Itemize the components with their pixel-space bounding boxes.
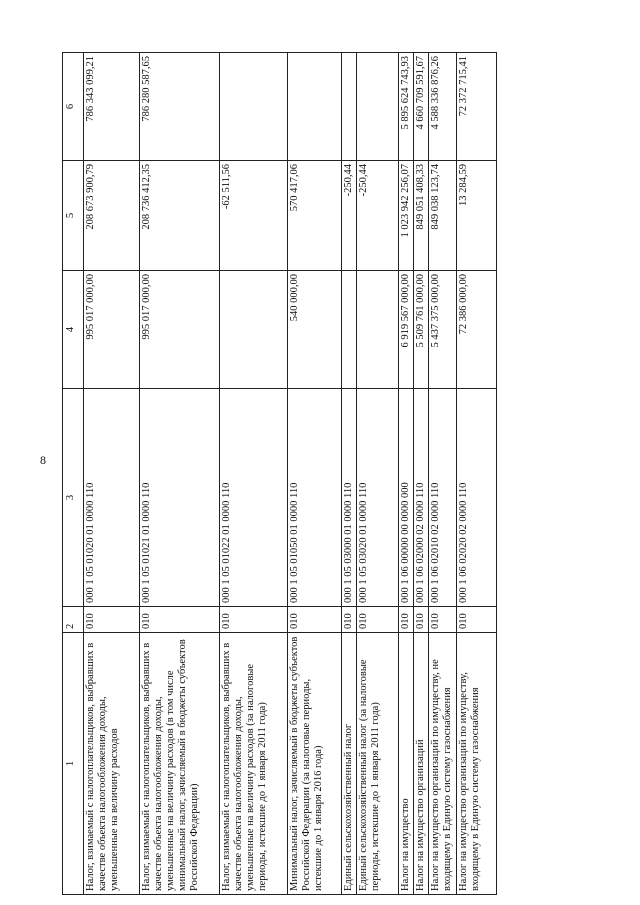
row-unexecuted (357, 53, 399, 161)
row-approved: 5 509 761 000,00 (414, 271, 429, 389)
row-executed: 849 038 123,74 (429, 161, 457, 271)
row-approved: 6 919 567 000,00 (399, 271, 414, 389)
table-row (457, 53, 497, 895)
row-budget-code: 000 1 05 01022 01 0000 110 (220, 389, 288, 607)
row-line-code: 010 (342, 607, 357, 633)
rotated-page (0, 40, 640, 905)
row-line-code: 010 (140, 607, 220, 633)
row-line-code: 010 (414, 607, 429, 633)
row-budget-code: 000 1 06 02020 02 0000 110 (457, 389, 497, 607)
row-executed: -62 511,56 (220, 161, 288, 271)
col-header-3: 3 (63, 389, 84, 607)
row-unexecuted: 4 660 709 591,67 (414, 53, 429, 161)
table-row (84, 53, 140, 895)
row-executed: 1 023 942 256,07 (399, 161, 414, 271)
row-unexecuted: 786 343 099,21 (84, 53, 140, 161)
table-row (220, 53, 288, 895)
header-row (63, 53, 84, 895)
row-unexecuted: 5 895 624 743,93 (399, 53, 414, 161)
col-header-5: 5 (63, 161, 84, 271)
row-budget-code: 000 1 05 03020 01 0000 110 (357, 389, 399, 607)
row-name: Налог, взимаемый с налогоплательщиков, выбравших в качестве объекта налогообложения доходы, уменьшенные на величину расходов (84, 633, 140, 895)
budget-table-body (63, 53, 497, 895)
row-name: Налог на имущество организаций по имуществу, не входящему в Единую систему газоснабжения (429, 633, 457, 895)
row-approved: 995 017 000,00 (84, 271, 140, 389)
row-line-code: 010 (357, 607, 399, 633)
row-name: Налог на имущество организаций (414, 633, 429, 895)
col-header-1: 1 (63, 633, 84, 895)
row-approved: 995 017 000,00 (140, 271, 220, 389)
row-approved (220, 271, 288, 389)
table-row (429, 53, 457, 895)
table-row (357, 53, 399, 895)
row-line-code: 010 (457, 607, 497, 633)
row-name: Налог на имущество (399, 633, 414, 895)
row-executed: 849 051 408,33 (414, 161, 429, 271)
table-row (288, 53, 342, 895)
row-budget-code: 000 1 06 02000 02 0000 110 (414, 389, 429, 607)
row-name: Единый сельскохозяйственный налог (342, 633, 357, 895)
row-approved: 5 437 375 000,00 (429, 271, 457, 389)
row-line-code: 010 (429, 607, 457, 633)
row-name: Налог, взимаемый с налогоплательщиков, выбравших в качестве объекта налогообложения доходы, уменьшенные на величину расходов (за налоговые периоды, истекшие до 1 января 2011 года) (220, 633, 288, 895)
row-unexecuted: 72 372 715,41 (457, 53, 497, 161)
table-row (140, 53, 220, 895)
row-line-code: 010 (399, 607, 414, 633)
row-name: Налог, взимаемый с налогоплательщиков, выбравших в качестве объекта налогообложения доходы, уменьшенные на величину расходов (в том числе минимальный налог, зачисляемый в бюджеты субъектов Российской Федерации) (140, 633, 220, 895)
row-name: Минимальный налог, зачисляемый в бюджеты субъектов Российской Федерации (за налоговые периоды, истекшие до 1 января 2016 года) (288, 633, 342, 895)
table-row (414, 53, 429, 895)
row-approved: 540 000,00 (288, 271, 342, 389)
row-budget-code: 000 1 05 03000 01 0000 110 (342, 389, 357, 607)
table-row (399, 53, 414, 895)
row-line-code: 010 (220, 607, 288, 633)
row-executed: -250,44 (342, 161, 357, 271)
row-unexecuted (342, 53, 357, 161)
budget-table (62, 52, 497, 895)
row-line-code: 010 (288, 607, 342, 633)
row-executed: 208 673 900,79 (84, 161, 140, 271)
col-header-4: 4 (63, 271, 84, 389)
row-unexecuted (288, 53, 342, 161)
row-budget-code: 000 1 05 01021 01 0000 110 (140, 389, 220, 607)
page-number: 8 (40, 453, 46, 467)
row-budget-code: 000 1 06 00000 00 0000 000 (399, 389, 414, 607)
row-line-code: 010 (84, 607, 140, 633)
row-executed: -250,44 (357, 161, 399, 271)
row-approved: 72 386 000,00 (457, 271, 497, 389)
row-executed: 13 284,59 (457, 161, 497, 271)
row-budget-code: 000 1 05 01050 01 0000 110 (288, 389, 342, 607)
row-name: Единый сельскохозяйственный налог (за налоговые периоды, истекшие до 1 января 2011 года) (357, 633, 399, 895)
row-budget-code: 000 1 06 02010 02 0000 110 (429, 389, 457, 607)
row-unexecuted (220, 53, 288, 161)
row-name: Налог на имущество организаций по имуществу, входящему в Единую систему газоснабжения (457, 633, 497, 895)
table-row (342, 53, 357, 895)
col-header-2: 2 (63, 607, 84, 633)
col-header-6: 6 (63, 53, 84, 161)
row-approved (342, 271, 357, 389)
row-budget-code: 000 1 05 01020 01 0000 110 (84, 389, 140, 607)
row-executed: 570 417,06 (288, 161, 342, 271)
row-approved (357, 271, 399, 389)
row-unexecuted: 786 280 587,65 (140, 53, 220, 161)
row-unexecuted: 4 588 336 876,26 (429, 53, 457, 161)
row-executed: 208 736 412,35 (140, 161, 220, 271)
